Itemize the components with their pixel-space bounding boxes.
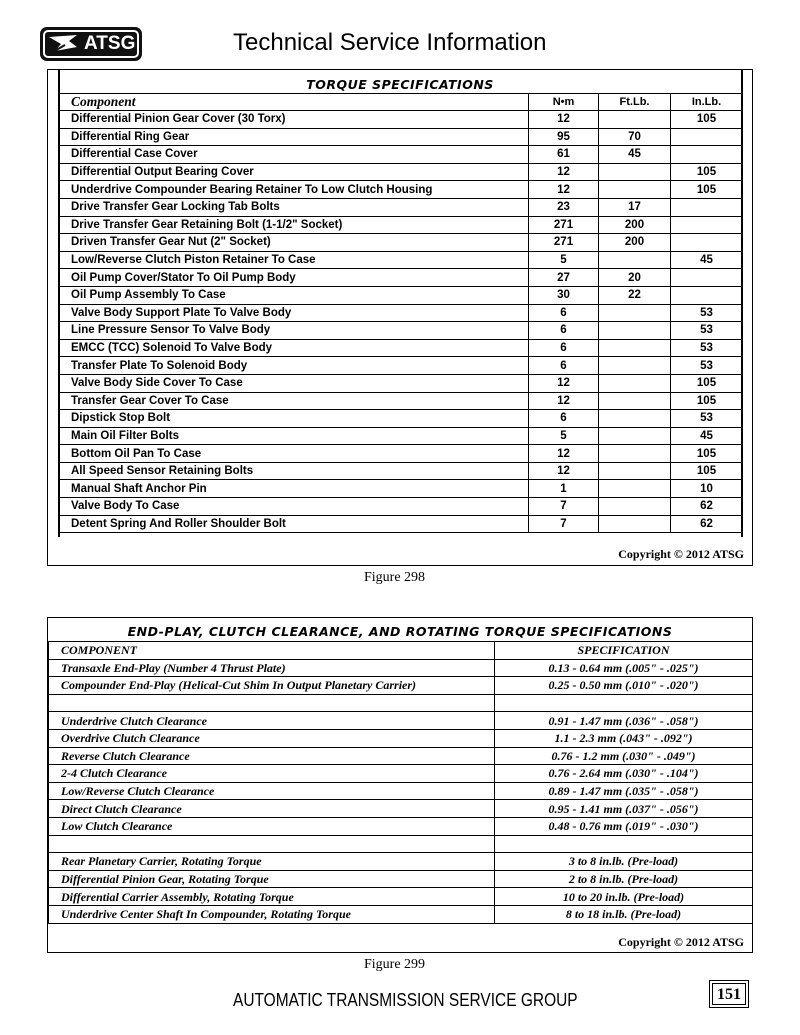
component-cell: Transfer Plate To Solenoid Body: [59, 357, 529, 375]
component-cell: Differential Ring Gear: [59, 128, 529, 146]
nm-cell: 271: [529, 216, 599, 234]
table-row: [49, 853, 753, 871]
component-cell: Overdrive Clutch Clearance: [49, 729, 495, 747]
table-row: [59, 304, 743, 322]
specification-cell: 0.91 - 1.47 mm (.036" - .058"): [495, 712, 753, 730]
table-row: [59, 339, 743, 357]
table-row: [59, 480, 743, 498]
inlb-cell: 62: [671, 498, 743, 516]
specification-cell: 1.1 - 2.3 mm (.043" - .092"): [495, 729, 753, 747]
column-header-ftlb: Ft.Lb.: [599, 94, 671, 111]
inlb-cell: 62: [671, 515, 743, 533]
component-cell: Valve Body Side Cover To Case: [59, 374, 529, 392]
copyright-1: Copyright © 2012 ATSG: [618, 547, 744, 561]
table-row: [59, 410, 743, 428]
specification-cell: 3 to 8 in.lb. (Pre-load): [495, 853, 753, 871]
table-row: [59, 163, 743, 181]
table-row: [59, 322, 743, 340]
component-cell: Valve Body Support Plate To Valve Body: [59, 304, 529, 322]
component-cell: Driven Transfer Gear Nut (2" Socket): [59, 234, 529, 252]
component-cell: Valve Body To Case: [59, 498, 529, 516]
table-row: [59, 498, 743, 516]
component-cell: Underdrive Center Shaft In Compounder, Rotating Torque: [49, 905, 495, 923]
nm-cell: 12: [529, 392, 599, 410]
inlb-cell: [671, 234, 743, 252]
inlb-cell: 105: [671, 163, 743, 181]
specification-cell: 10 to 20 in.lb. (Pre-load): [495, 888, 753, 906]
component-cell: Drive Transfer Gear Retaining Bolt (1-1/2" Socket): [59, 216, 529, 234]
table-row: [49, 888, 753, 906]
component-cell: Low Clutch Clearance: [49, 817, 495, 835]
ftlb-cell: [599, 480, 671, 498]
table-row: [59, 515, 743, 533]
component-cell: 2-4 Clutch Clearance: [49, 765, 495, 783]
specification-cell: 0.76 - 1.2 mm (.030" - .049"): [495, 747, 753, 765]
component-cell: Differential Pinion Gear, Rotating Torque: [49, 870, 495, 888]
ftlb-cell: [599, 498, 671, 516]
nm-cell: 12: [529, 445, 599, 463]
torque-spec-title: TORQUE SPECIFICATIONS: [306, 77, 494, 92]
torque-spec-table: [58, 93, 743, 533]
ftlb-cell: 200: [599, 216, 671, 234]
table-row: [59, 216, 743, 234]
component-cell: Direct Clutch Clearance: [49, 800, 495, 818]
inlb-cell: 10: [671, 480, 743, 498]
nm-cell: 27: [529, 269, 599, 287]
specification-cell: 0.95 - 1.41 mm (.037" - .056"): [495, 800, 753, 818]
inlb-cell: [671, 286, 743, 304]
nm-cell: 6: [529, 339, 599, 357]
component-cell: Transfer Gear Cover To Case: [59, 392, 529, 410]
table-row: [59, 251, 743, 269]
component-cell: Reverse Clutch Clearance: [49, 747, 495, 765]
table-row: [49, 817, 753, 835]
component-cell: EMCC (TCC) Solenoid To Valve Body: [59, 339, 529, 357]
column-header-component: Component: [59, 94, 529, 111]
table-row: [49, 835, 753, 853]
nm-cell: 1: [529, 480, 599, 498]
inlb-cell: 105: [671, 111, 743, 129]
component-cell: Manual Shaft Anchor Pin: [59, 480, 529, 498]
specification-cell: 0.76 - 2.64 mm (.030" - .104"): [495, 765, 753, 783]
table-row: [59, 269, 743, 287]
nm-cell: 12: [529, 163, 599, 181]
airplane-icon: [47, 33, 81, 55]
component-cell: All Speed Sensor Retaining Bolts: [59, 462, 529, 480]
nm-cell: 30: [529, 286, 599, 304]
specification-cell: 2 to 8 in.lb. (Pre-load): [495, 870, 753, 888]
table-row: [59, 286, 743, 304]
ftlb-cell: 70: [599, 128, 671, 146]
column-header-component: COMPONENT: [49, 642, 495, 660]
component-cell: Line Pressure Sensor To Valve Body: [59, 322, 529, 340]
ftlb-cell: 20: [599, 269, 671, 287]
page-title: Technical Service Information: [233, 29, 547, 56]
table-row: [49, 712, 753, 730]
table-row: [59, 234, 743, 252]
table-row: [49, 694, 753, 712]
component-cell: Transaxle End-Play (Number 4 Thrust Plate): [49, 659, 495, 677]
inlb-cell: 105: [671, 181, 743, 199]
specification-cell: 0.48 - 0.76 mm (.019" - .030"): [495, 817, 753, 835]
inlb-cell: 105: [671, 462, 743, 480]
inlb-cell: [671, 269, 743, 287]
component-cell: Oil Pump Assembly To Case: [59, 286, 529, 304]
table-row: [59, 427, 743, 445]
table-row: [49, 800, 753, 818]
nm-cell: 12: [529, 181, 599, 199]
table-row: [49, 677, 753, 695]
logo-text: ATSG: [84, 33, 136, 54]
nm-cell: 271: [529, 234, 599, 252]
table-row: [49, 782, 753, 800]
component-cell: Compounder End-Play (Helical-Cut Shim In Output Planetary Carrier): [49, 677, 495, 695]
inlb-cell: [671, 198, 743, 216]
component-cell: Oil Pump Cover/Stator To Oil Pump Body: [59, 269, 529, 287]
page-number: 151: [712, 983, 746, 1005]
inlb-cell: [671, 216, 743, 234]
table-row: [49, 905, 753, 923]
copyright-2: Copyright © 2012 ATSG: [618, 935, 744, 949]
nm-cell: 12: [529, 462, 599, 480]
ftlb-cell: [599, 374, 671, 392]
inlb-cell: [671, 146, 743, 164]
figure-298-caption: Figure 298: [364, 570, 426, 585]
inlb-cell: 53: [671, 339, 743, 357]
inlb-cell: 45: [671, 251, 743, 269]
ftlb-cell: [599, 339, 671, 357]
inlb-cell: 53: [671, 322, 743, 340]
ftlb-cell: 200: [599, 234, 671, 252]
component-cell: Differential Carrier Assembly, Rotating Torque: [49, 888, 495, 906]
nm-cell: 6: [529, 322, 599, 340]
ftlb-cell: [599, 462, 671, 480]
component-cell: Differential Output Bearing Cover: [59, 163, 529, 181]
ftlb-cell: 17: [599, 198, 671, 216]
ftlb-cell: [599, 427, 671, 445]
component-cell: Rear Planetary Carrier, Rotating Torque: [49, 853, 495, 871]
table-row: [49, 765, 753, 783]
ftlb-cell: [599, 392, 671, 410]
table-row: [59, 392, 743, 410]
inlb-cell: 53: [671, 357, 743, 375]
component-cell: Low/Reverse Clutch Piston Retainer To Case: [59, 251, 529, 269]
ftlb-cell: 45: [599, 146, 671, 164]
clearance-spec-table: [48, 641, 753, 924]
ftlb-cell: [599, 445, 671, 463]
table-row: [59, 357, 743, 375]
ftlb-cell: [599, 322, 671, 340]
ftlb-cell: [599, 304, 671, 322]
nm-cell: 95: [529, 128, 599, 146]
nm-cell: 12: [529, 374, 599, 392]
nm-cell: 5: [529, 427, 599, 445]
inlb-cell: 105: [671, 445, 743, 463]
inlb-cell: 53: [671, 304, 743, 322]
component-cell: Differential Pinion Gear Cover (30 Torx): [59, 111, 529, 129]
table-row: [59, 181, 743, 199]
table-row: [49, 870, 753, 888]
nm-cell: 7: [529, 498, 599, 516]
nm-cell: 12: [529, 111, 599, 129]
specification-cell: 0.25 - 0.50 mm (.010" - .020"): [495, 677, 753, 695]
inlb-cell: 45: [671, 427, 743, 445]
inlb-cell: [671, 128, 743, 146]
clearance-spec-title: END-PLAY, CLUTCH CLEARANCE, AND ROTATING TORQUE SPECIFICATIONS: [127, 624, 673, 639]
table-row: [59, 128, 743, 146]
component-cell: Detent Spring And Roller Shoulder Bolt: [59, 515, 529, 533]
inlb-cell: 105: [671, 374, 743, 392]
specification-cell: 0.13 - 0.64 mm (.005" - .025"): [495, 659, 753, 677]
table-row: [59, 198, 743, 216]
table-row: [49, 747, 753, 765]
ftlb-cell: 22: [599, 286, 671, 304]
column-header-inlb: In.Lb.: [671, 94, 743, 111]
specification-cell: 8 to 18 in.lb. (Pre-load): [495, 905, 753, 923]
component-cell: Low/Reverse Clutch Clearance: [49, 782, 495, 800]
ftlb-cell: [599, 181, 671, 199]
nm-cell: 6: [529, 304, 599, 322]
table-row: [59, 146, 743, 164]
figure-299-caption: Figure 299: [364, 957, 426, 972]
ftlb-cell: [599, 251, 671, 269]
nm-cell: 23: [529, 198, 599, 216]
column-header-specification: SPECIFICATION: [495, 642, 753, 660]
ftlb-cell: [599, 111, 671, 129]
component-cell: Drive Transfer Gear Locking Tab Bolts: [59, 198, 529, 216]
component-cell: Dipstick Stop Bolt: [59, 410, 529, 428]
nm-cell: 6: [529, 410, 599, 428]
component-cell: Underdrive Clutch Clearance: [49, 712, 495, 730]
table-row: [49, 659, 753, 677]
nm-cell: 6: [529, 357, 599, 375]
footer-company-name: AUTOMATIC TRANSMISSION SERVICE GROUP: [233, 990, 578, 1010]
ftlb-cell: [599, 357, 671, 375]
component-cell: Main Oil Filter Bolts: [59, 427, 529, 445]
table-row: [49, 729, 753, 747]
table-header-row: [49, 642, 753, 660]
specification-cell: [495, 835, 753, 853]
nm-cell: 5: [529, 251, 599, 269]
nm-cell: 61: [529, 146, 599, 164]
inlb-cell: 105: [671, 392, 743, 410]
nm-cell: 7: [529, 515, 599, 533]
column-header-nm: N•m: [529, 94, 599, 111]
table-row: [59, 374, 743, 392]
table-row: [59, 111, 743, 129]
component-cell: Underdrive Compounder Bearing Retainer To Low Clutch Housing: [59, 181, 529, 199]
ftlb-cell: [599, 515, 671, 533]
table-row: [59, 445, 743, 463]
component-cell: Differential Case Cover: [59, 146, 529, 164]
specification-cell: 0.89 - 1.47 mm (.035" - .058"): [495, 782, 753, 800]
component-cell: Bottom Oil Pan To Case: [59, 445, 529, 463]
table-row: [59, 462, 743, 480]
inlb-cell: 53: [671, 410, 743, 428]
table-header-row: [59, 94, 743, 111]
component-cell: [49, 835, 495, 853]
ftlb-cell: [599, 163, 671, 181]
component-cell: [49, 694, 495, 712]
specification-cell: [495, 694, 753, 712]
ftlb-cell: [599, 410, 671, 428]
atsg-logo: [40, 27, 142, 61]
